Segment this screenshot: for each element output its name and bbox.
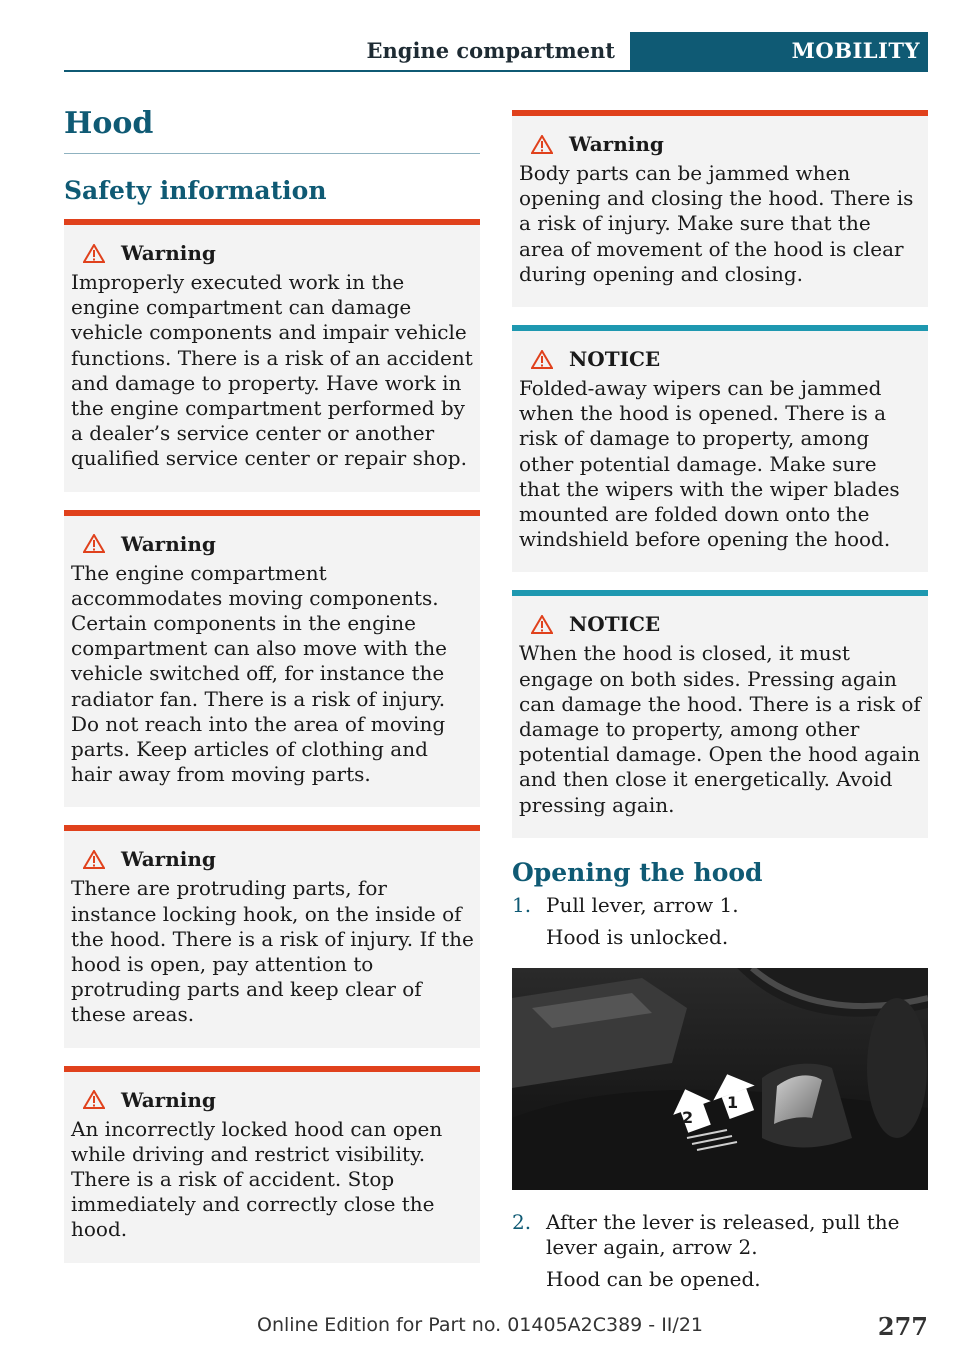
step-result: Hood can be opened.: [546, 1266, 761, 1291]
right-column: [512, 110, 928, 1292]
warning-box: [64, 825, 480, 1047]
box-label: Warning: [121, 847, 216, 872]
step-number: 2.: [512, 1209, 532, 1234]
box-title: [519, 612, 922, 636]
box-text: The engine compartment accommodates moving components. Certain components in the engine compartment can also move with the vehicle switched off, for instance the radiator fan. There is a risk of injury. Do not reach into the area of moving parts. Keep articles of clothing and hair away from moving parts.: [71, 560, 447, 787]
warning-triangle-icon: [83, 1090, 105, 1109]
box-title: [71, 532, 474, 556]
box-label: Warning: [121, 241, 216, 265]
box-label: Warning: [121, 531, 216, 556]
left-column: [64, 100, 480, 1281]
step-text: After the lever is released, pull the lever again, arrow 2.: [546, 1209, 900, 1259]
box-text: Folded-away wipers can be jammed when the hood is opened. There is a risk of damage to property, among other potential damage. Make sure that the wipers with the wiper blades mounted are folded down onto the windshield before opening the hood.: [519, 376, 900, 552]
warning-box: [64, 1066, 480, 1263]
safety-heading: Safety information: [64, 176, 327, 205]
opening-heading: Opening the hood: [512, 857, 763, 887]
box-text: Improperly executed work in the engine compartment can damage vehicle components and impair vehicle functions. There is a risk of an accident and damage to property. Have work in the engine compartment performed by a dealer’s service center or another qualified service center or repair shop.: [71, 270, 473, 471]
arrow-label-2: 2: [682, 1107, 694, 1127]
box-title: [71, 847, 474, 871]
arrow-label-1: 1: [727, 1092, 739, 1112]
chapter-tab: MOBILITY: [630, 32, 928, 70]
page-number: 277: [877, 1312, 928, 1341]
box-title: [519, 347, 922, 371]
warning-triangle-icon: [531, 135, 553, 154]
box-title: [519, 132, 922, 156]
page-title: Hood: [64, 100, 480, 154]
step-text: Pull lever, arrow 1.: [546, 892, 739, 917]
header-rule: [64, 70, 928, 72]
list-item: [512, 1210, 928, 1292]
notice-box: [512, 590, 928, 837]
page-header: [64, 32, 928, 72]
warning-triangle-icon: [531, 350, 553, 369]
box-text: An incorrectly locked hood can open while driving and restrict visibility. There is a risk of accident. Stop immediately and correctly close the hood.: [71, 1116, 443, 1242]
section-name: Engine compartment: [366, 38, 615, 63]
box-label: Warning: [121, 1087, 216, 1112]
warning-triangle-icon: [83, 850, 105, 869]
warning-box: [512, 110, 928, 307]
box-label: Warning: [569, 132, 664, 156]
box-title: [71, 241, 474, 265]
box-label: NOTICE: [569, 612, 661, 637]
warning-triangle-icon: [83, 244, 105, 263]
step-result: Hood is unlocked.: [546, 924, 729, 949]
box-title: [71, 1088, 474, 1112]
list-item: [512, 893, 928, 950]
box-text: When the hood is closed, it must engage on both sides. Pressing again can damage the hood. There is a risk of damage to property, among other potential damage. Open the hood again and then close it energetically. Avoid pressing again.: [519, 641, 921, 817]
warning-triangle-icon: [83, 534, 105, 553]
step-number: 1.: [512, 892, 532, 917]
box-label: NOTICE: [569, 347, 661, 372]
notice-box: [512, 325, 928, 572]
hood-lever-photo: [512, 968, 928, 1190]
warning-box: [64, 510, 480, 808]
footer-edition: Online Edition for Part no. 01405A2C389 - II/21: [256, 1314, 703, 1336]
steps-list: [512, 893, 928, 1292]
warning-triangle-icon: [531, 615, 553, 634]
warning-box: [64, 219, 480, 492]
box-text: Body parts can be jammed when opening and closing the hood. There is a risk of injury. Make sure that the area of movement of the hood is clear during opening and closing.: [519, 161, 914, 286]
box-text: There are protruding parts, for instance locking hook, on the inside of the hood. There is a risk of injury. If the hood is open, pay attention to protruding parts and keep clear of these areas.: [71, 876, 474, 1027]
